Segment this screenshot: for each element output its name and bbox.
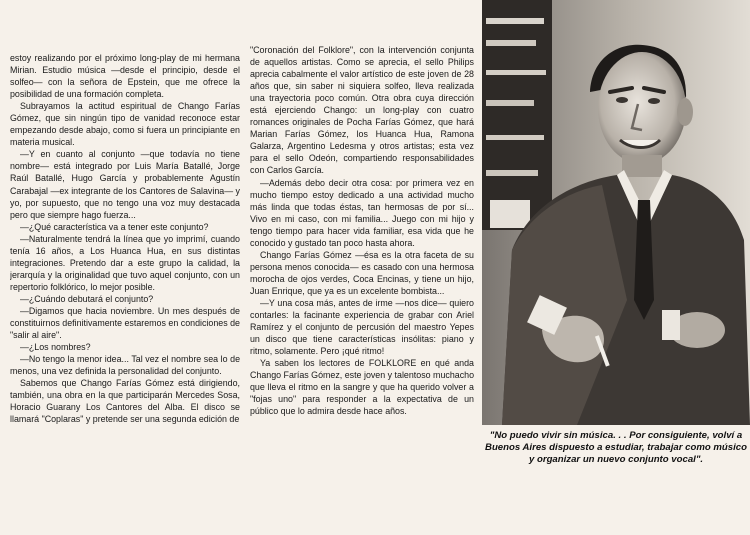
paragraph: —¿Los nombres? <box>20 342 91 353</box>
paragraph: —¿Cuándo debutará el conjunto? <box>20 293 154 304</box>
paragraph: Subrayamos la actitud espiritual de Chango Farías Gómez, que sin ningún tipo de vanidad reconoce estar empezando desde abajo, como si fuera un principiante en materia musical. <box>10 101 240 148</box>
article-column-left <box>10 0 240 535</box>
article-column-middle <box>250 0 474 527</box>
paragraph: Chango Farías Gómez —ésa es la otra faceta de su persona menos conocida— es casado con una hermosa morocha de ojos verdes, Coca Encinas, y tiene un hijo, Juan Enrique, que ya es un excelente bombista... <box>250 249 474 296</box>
paragraph: —Digamos que hacia noviembre. Un mes después de constituirnos definitivamente estaremos en condiciones de "salir al aire". <box>10 305 240 341</box>
paragraph: —Naturalmente tendrá la línea que yo imprimí, cuando tenía 16 años, a Los Huanca Hua, en sus distintas integraciones. Pretendo dar a este grupo la calidad, la jerarquía y la originalidad que tuvo aquel conjunto, con un repertorio folklórico, lo mejor posible. <box>10 233 240 292</box>
paragraph: Sabemos que Chango Farías Gómez está dirigiendo, también, una obra en la que participarán Mercedes Sosa, Horacio Guarany Los Cantores del Alba. El disco se llamará "Coplaras" y pretende ser una segunda edición de <box>10 378 240 425</box>
paragraph: —¿Qué característica va a tener este conjunto? <box>20 221 209 232</box>
paragraph: —Además debo decir otra cosa: por primera vez en mucho tiempo estoy dedicado a una actividad mucho más linda que todas éstas, tan hermosas de por sí... Vivo en mi caso, con mi familia... Juego con mi hijo y tengo tiempo para hacer vida familiar, esa vida que he conocido y gustado tan poco hasta ahora. <box>250 177 474 248</box>
paragraph: —Y una cosa más, antes de irme —nos dice— quiero contarles: la facinante experiencia de grabar con Ariel Ramírez y el conjunto de percusión del maestro Yepes un disco que tiene características insólitas: piano y ritmo, solamente. Pero ¡qué ritmo! <box>250 297 474 357</box>
portrait-photo <box>482 0 750 425</box>
paragraph: Ya saben los lectores de FOLKLORE en qué anda Chango Farías Gómez, este joven y talentoso muchacho que lleva el ritmo en la sangre y que ha querido volver a "fojas uno" para responder a la expectativa de un público que lo admira desde hace años. <box>250 358 474 417</box>
photo-caption: "No puedo vivir sin música. . . Por consiguiente, volví a Buenos Aires dispuesto a estudiar, trabajar como músico y organizar un nuevo conjunto vocal". <box>485 430 747 465</box>
paragraph: —Y en cuanto al conjunto —que todavía no tiene nombre— está integrado por Luis María Batallé, Jorge Raúl Batallé, Hugo García y probablemente Agustín Carabajal —ex integrante de los Cantores de Salavina— y yo, por supuesto, que no tengo una voz muy destacada pero que siempre hago fuerza... <box>10 149 240 220</box>
paragraph: estoy realizando por el próximo long-play de mi hermana Mirian. Estudio música —desde el principio, desde el solfeo— con la señora de Epstein, que me ofrece la posibilidad de una formación completa. <box>10 53 240 100</box>
paragraph: "Coronación del Folklore", con la intervención conjunta de aquellos artistas. Como se aprecia, el sello Philips aprecia cabalmente el valor artístico de este joven de 28 años que, sin saber ni siquiera solfeo, lleva realizada una trayectoria poco común. Otra obra cuya dirección está ejerciendo Chango: un long-play con cuatro romances originales de Pocha Farías Gómez, que hará Marian Farías Gómez, los Huanca Hua, Ramona Galarza, Argentino Ledesma y otros artistas; esta vez para el sello Odeón, compartiendo responsabilidades con Carlos García. <box>250 45 474 176</box>
paragraph: —No tengo la menor idea... Tal vez el nombre sea lo de menos, una vez definida la personalidad del conjunto. <box>10 354 240 377</box>
